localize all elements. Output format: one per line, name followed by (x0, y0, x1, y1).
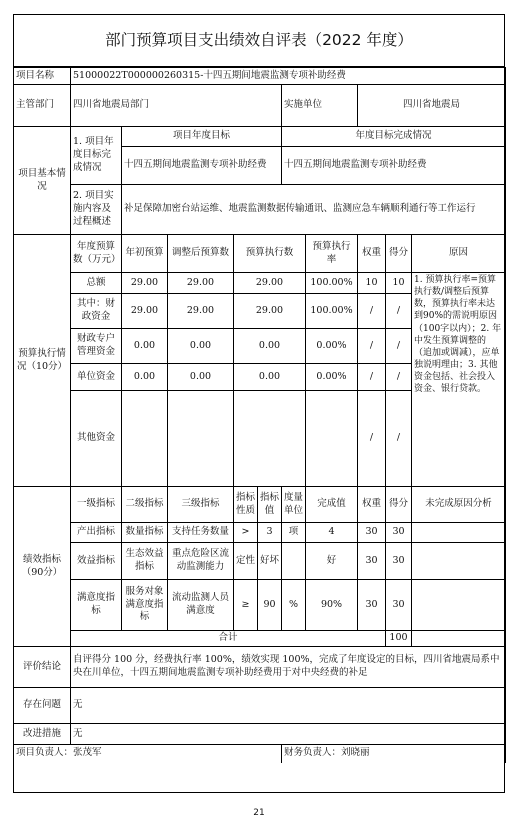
budget-header: 年初预算 (122, 235, 168, 273)
basic-info-label: 项目基本情况 (14, 127, 71, 235)
perf-cell: 好 (306, 543, 358, 580)
conclusion-label: 评价结论 (14, 647, 71, 688)
budget-cell: 10 (386, 273, 412, 294)
budget-cell (168, 391, 234, 487)
budget-header: 原因 (412, 235, 506, 273)
goal-header-1: 项目年度目标 (122, 127, 282, 147)
total-empty (412, 631, 506, 647)
perf-header: 度量单位 (282, 487, 306, 523)
budget-header: 得分 (386, 235, 412, 273)
perf-cell: 30 (386, 523, 412, 543)
budget-header: 预算执行数 (234, 235, 306, 273)
budget-cell: 0.00 (168, 329, 234, 364)
project-name-value: 51000022T000000260315-十四五期间地震监测专项补助经费 (71, 68, 506, 85)
budget-cell: / (386, 364, 412, 391)
perf-header: 一级指标 (71, 487, 122, 523)
perf-cell: 好坏 (258, 543, 282, 580)
perf-cell: 定性 (234, 543, 258, 580)
budget-cell: 0.00 (234, 329, 306, 364)
self-evaluation-form (13, 14, 505, 793)
budget-reason: 1. 预算执行率=预算执行数/调整后预算数，预算执行率未达到90%的需说明原因（100字以内）；2. 年中发生预算调整的（追加或调减），应单独说明理由；3. 其他资金包括、社会投入资金、银行贷款。 (412, 273, 506, 487)
budget-cell: 100.00% (306, 294, 358, 329)
budget-cell (122, 391, 168, 487)
perf-cell (282, 543, 306, 580)
budget-cell: 29.00 (168, 294, 234, 329)
budget-cell (234, 391, 306, 487)
perf-cell: 3 (258, 523, 282, 543)
goal-value-2: 十四五期间地震监测专项补助经费 (282, 147, 506, 185)
project-leader: 项目负责人：张茂军 (14, 745, 282, 763)
conclusion-value: 自评得分 100 分，经费执行率 100%，绩效实现 100%，完成了年度设定的目标，四川省地震局系中央在川单位，十四五期间地震监测专项补助经费用于对中央经费的补足 (71, 647, 506, 688)
budget-cell: 29.00 (168, 273, 234, 294)
perf-header: 指标值 (258, 487, 282, 523)
perf-label: 绩效指标（90分） (14, 487, 71, 647)
budget-cell: 29.00 (122, 273, 168, 294)
dept-value: 四川省地震局部门 (71, 85, 282, 127)
perf-cell: > (234, 523, 258, 543)
budget-cell: / (386, 391, 412, 487)
budget-cell: / (386, 294, 412, 329)
budget-cell: 0.00% (306, 329, 358, 364)
budget-label: 预算执行情况（10分） (14, 235, 71, 487)
perf-header: 二级指标 (122, 487, 168, 523)
unit-value: 四川省地震局 (358, 85, 506, 127)
evaluation-table (13, 67, 506, 763)
perf-cell: 效益指标 (71, 543, 122, 580)
perf-cell: 90% (306, 580, 358, 631)
project-name-label: 项目名称 (14, 68, 71, 85)
budget-cell: / (386, 329, 412, 364)
budget-cell: 0.00 (122, 329, 168, 364)
perf-header: 权重 (358, 487, 386, 523)
perf-cell: 30 (386, 543, 412, 580)
perf-header: 得分 (386, 487, 412, 523)
perf-cell: 产出指标 (71, 523, 122, 543)
perf-cell: 30 (386, 580, 412, 631)
budget-cell: 29.00 (234, 294, 306, 329)
budget-cell: 29.00 (122, 294, 168, 329)
page-number: 21 (253, 808, 265, 818)
budget-header: 权重 (358, 235, 386, 273)
goal-header-2: 年度目标完成情况 (282, 127, 506, 147)
issues-label: 存在问题 (14, 688, 71, 724)
finance-leader: 财务负责人：刘晓丽 (282, 745, 506, 763)
budget-row-name: 单位资金 (71, 364, 122, 391)
perf-cell: 4 (306, 523, 358, 543)
budget-cell: 100.00% (306, 273, 358, 294)
budget-cell: / (358, 329, 386, 364)
budget-cell: 0.00% (306, 364, 358, 391)
perf-cell: 生态效益指标 (122, 543, 168, 580)
perf-cell: 支持任务数量 (168, 523, 234, 543)
budget-row-name: 其他资金 (71, 391, 122, 487)
perf-cell: 服务对象满意度指标 (122, 580, 168, 631)
total-label: 合计 (71, 631, 386, 647)
perf-cell: 流动监测人员满意度 (168, 580, 234, 631)
impl-label: 2. 项目实施内容及过程概述 (71, 185, 122, 235)
issues-value: 无 (71, 688, 506, 724)
measures-value: 无 (71, 724, 506, 745)
budget-header: 年度预算数（万元） (71, 235, 122, 273)
page-title: 部门预算项目支出绩效自评表（2022 年度） (14, 15, 504, 67)
perf-header: 完成值 (306, 487, 358, 523)
perf-cell: 90 (258, 580, 282, 631)
perf-cell (412, 580, 506, 631)
dept-label: 主管部门 (14, 85, 71, 127)
unit-label: 实施单位 (282, 85, 358, 127)
budget-cell: 10 (358, 273, 386, 294)
budget-row-name: 其中：财政资金 (71, 294, 122, 329)
budget-row-name: 财政专户管理资金 (71, 329, 122, 364)
impl-value: 补足保障加密台站运维、地震监测数据传输通讯、监测应急车辆顺利通行等工作运行 (122, 185, 506, 235)
budget-header: 调整后预算数 (168, 235, 234, 273)
budget-cell (306, 391, 358, 487)
budget-cell: / (358, 364, 386, 391)
perf-cell: 30 (358, 580, 386, 631)
budget-row-name: 总额 (71, 273, 122, 294)
budget-cell: 0.00 (168, 364, 234, 391)
perf-cell (412, 523, 506, 543)
perf-header: 未完成原因分析 (412, 487, 506, 523)
perf-cell: 数量指标 (122, 523, 168, 543)
perf-cell: 重点危险区流动监测能力 (168, 543, 234, 580)
goal-value-1: 十四五期间地震监测专项补助经费 (122, 147, 282, 185)
measures-label: 改进措施 (14, 724, 71, 745)
budget-cell: / (358, 391, 386, 487)
goal-label: 1. 项目年度目标完成情况 (71, 127, 122, 185)
perf-cell (412, 543, 506, 580)
total-value: 100 (386, 631, 412, 647)
perf-header: 指标性质 (234, 487, 258, 523)
budget-cell: 0.00 (234, 364, 306, 391)
budget-cell: 29.00 (234, 273, 306, 294)
perf-header: 三级指标 (168, 487, 234, 523)
budget-header: 预算执行率 (306, 235, 358, 273)
perf-cell: 30 (358, 523, 386, 543)
perf-cell: 项 (282, 523, 306, 543)
budget-cell: / (358, 294, 386, 329)
perf-cell: 满意度指标 (71, 580, 122, 631)
budget-cell: 0.00 (122, 364, 168, 391)
perf-cell: 30 (358, 543, 386, 580)
perf-cell: % (282, 580, 306, 631)
perf-cell: ≥ (234, 580, 258, 631)
